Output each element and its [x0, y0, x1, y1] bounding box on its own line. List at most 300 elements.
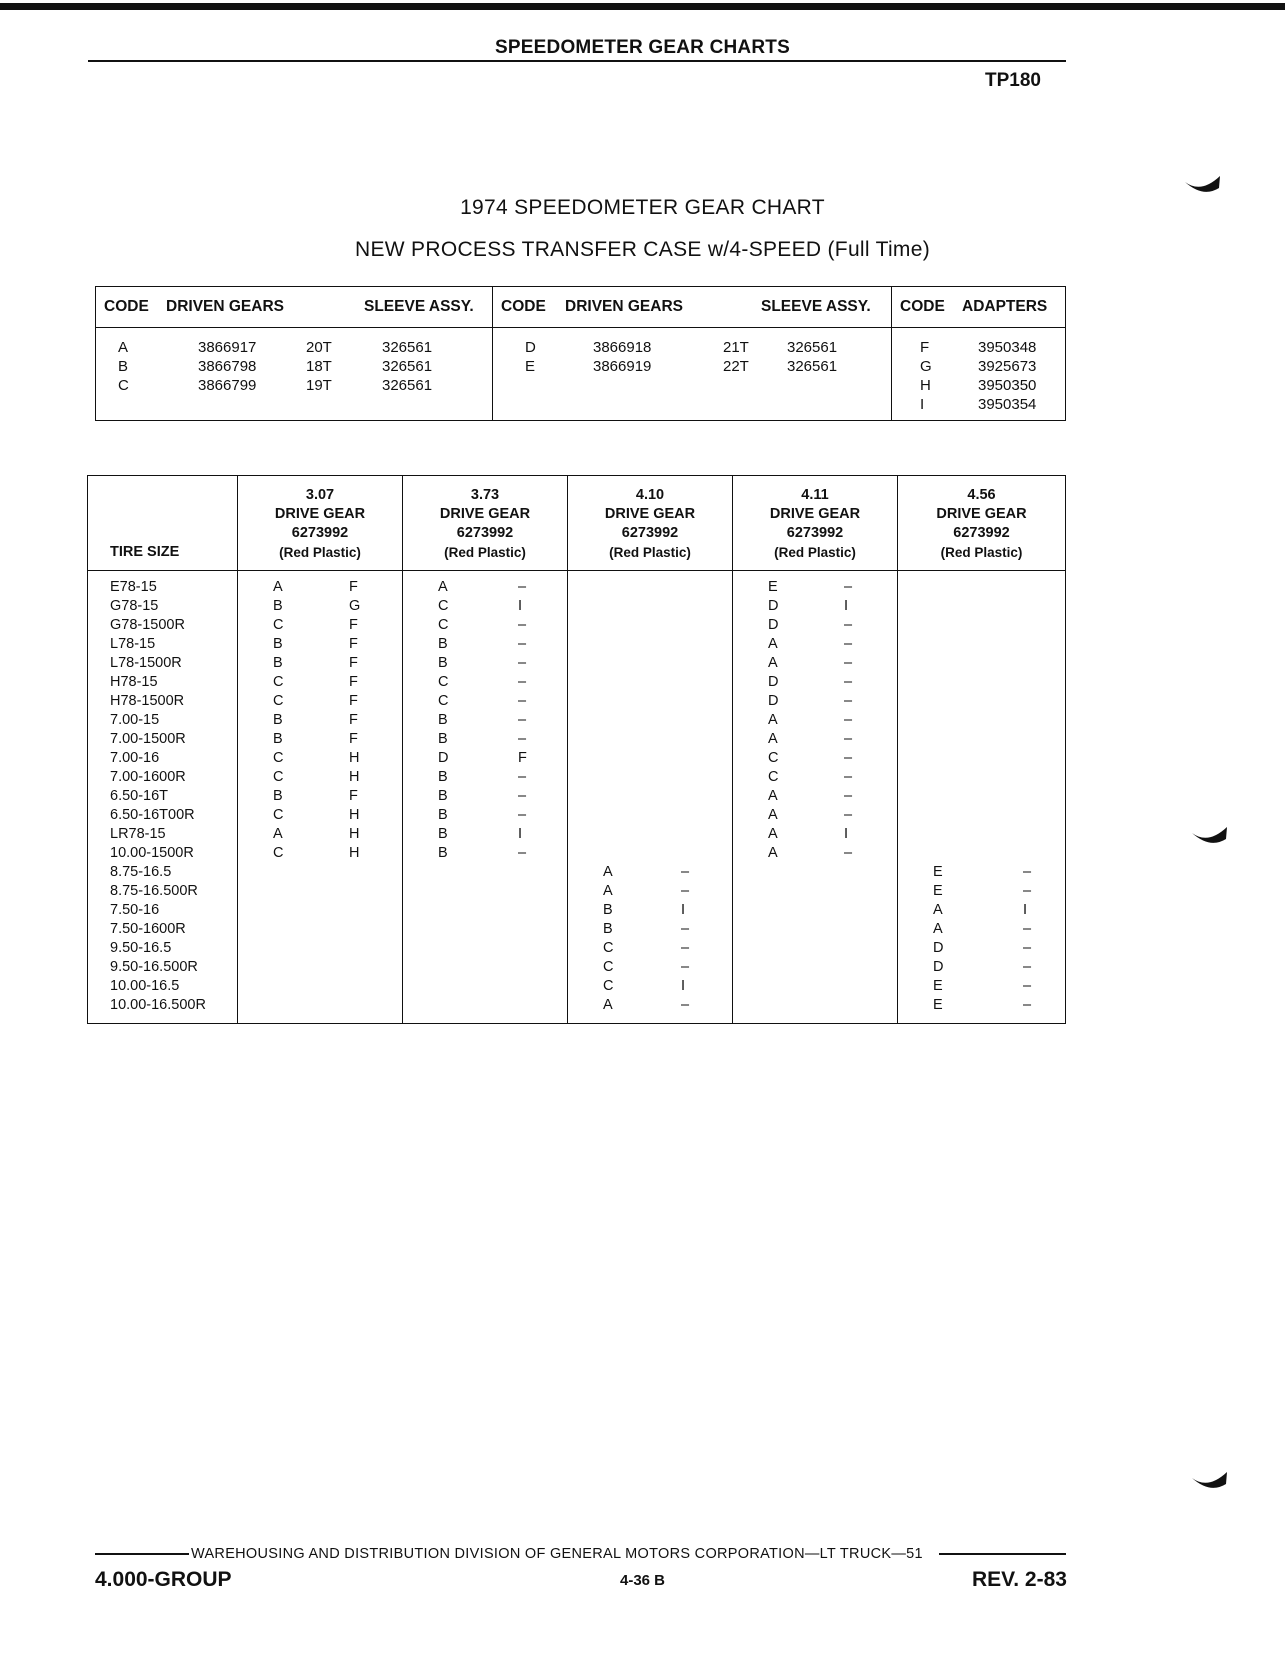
adapter-code: –	[518, 769, 527, 785]
chart-title: 1974 SPEEDOMETER GEAR CHART	[460, 196, 825, 219]
group2-header	[493, 287, 892, 328]
column-header-label: DRIVE GEAR	[769, 506, 861, 522]
drive-gear-code: A	[933, 921, 943, 937]
gear-part-number: 3866919	[593, 358, 652, 375]
drive-gear-code: C	[438, 693, 449, 709]
tire-table-body-row	[88, 571, 1066, 1024]
drive-gear-code: B	[438, 712, 448, 728]
group2-cell	[493, 328, 892, 421]
footer-rule-left	[95, 1553, 189, 1555]
group1-list	[96, 328, 492, 401]
drive-gear-code: E	[933, 864, 943, 880]
drive-gear-code: B	[438, 731, 448, 747]
gear-code-row	[238, 673, 402, 692]
tire-size-item: G78-1500R	[110, 617, 185, 633]
gear-teeth: 18T	[306, 358, 332, 375]
adapter-code: –	[681, 921, 690, 937]
tire-size-item: 9.50-16.5	[110, 940, 172, 956]
adapter-code: –	[844, 788, 853, 804]
driven-gears-header: DRIVEN GEARS	[565, 298, 683, 315]
adapter-part-number: 3950354	[978, 396, 1037, 413]
tire-size-item: E78-15	[110, 579, 157, 595]
gear-part-number: 3866918	[593, 339, 652, 356]
gear-teeth: 21T	[723, 339, 749, 356]
gear-code-row	[733, 730, 897, 749]
driven-gears-header: DRIVEN GEARS	[166, 298, 284, 315]
adapter-code: F	[349, 579, 358, 595]
ratio-3-07-values	[238, 571, 403, 1024]
ratio-4-10-header	[568, 476, 733, 571]
gear-code-row	[733, 673, 897, 692]
adapter-code: I	[518, 826, 523, 842]
gear-code: A	[118, 339, 129, 356]
ratio-4-11-values	[733, 571, 898, 1024]
drive-gear-code: B	[603, 921, 613, 937]
drive-gear-code: D	[933, 959, 944, 975]
adapter-row	[892, 338, 1065, 357]
gear-row	[96, 376, 492, 395]
sleeve-part-number: 326561	[382, 377, 433, 394]
adapter-code: I	[844, 598, 849, 614]
adapter-part-number: 3950348	[978, 339, 1037, 356]
column-header-ratio: 4.10	[635, 487, 665, 503]
column-spacer	[568, 578, 732, 863]
gear-part-number: 3866799	[198, 377, 257, 394]
adapter-code: –	[844, 712, 853, 728]
drive-gear-code: C	[273, 750, 284, 766]
code-header: CODE	[900, 298, 945, 315]
column-header-label: DRIVE GEAR	[604, 506, 696, 522]
gear-row	[96, 357, 492, 376]
gear-teeth: 22T	[723, 358, 749, 375]
tire-size-item: L78-15	[110, 636, 156, 652]
drive-gear-code: B	[438, 826, 448, 842]
adapter-code: F	[518, 750, 527, 766]
drive-gear-code: A	[603, 997, 613, 1013]
gear-code-row	[403, 768, 567, 787]
document-code: TP180	[985, 70, 1041, 91]
gear-code-row	[238, 578, 402, 597]
adapter-code: I	[518, 598, 523, 614]
drive-gear-code: B	[438, 788, 448, 804]
gear-row	[96, 338, 492, 357]
gear-code-row	[238, 749, 402, 768]
adapter-code: F	[349, 712, 358, 728]
adapter-code: –	[518, 674, 527, 690]
adapter-code: –	[1023, 864, 1032, 880]
gear-code-row	[733, 768, 897, 787]
drive-gear-code: C	[438, 674, 449, 690]
adapter-code: –	[844, 845, 853, 861]
gear-code-row	[403, 597, 567, 616]
gear-code-row	[403, 825, 567, 844]
column-header-ratio: 3.07	[305, 487, 335, 503]
adapter-code: –	[844, 636, 853, 652]
drive-gear-code: E	[933, 997, 943, 1013]
drive-gear-code: C	[768, 750, 779, 766]
group2-list	[493, 328, 891, 382]
gear-code-row	[238, 635, 402, 654]
gear-code-row	[238, 825, 402, 844]
gear-code-row	[403, 749, 567, 768]
drive-gear-code: C	[438, 617, 449, 633]
adapter-code: –	[844, 579, 853, 595]
tire-size-header: TIRE SIZE	[88, 476, 238, 571]
adapter-code: I	[920, 396, 925, 413]
ratio-3-73-values	[403, 571, 568, 1024]
column-header-material: (Red Plastic)	[774, 545, 856, 560]
adapter-part-number: 3925673	[978, 358, 1037, 375]
gear-code-row	[898, 939, 1065, 958]
column-header-part: 6273992	[456, 525, 514, 541]
adapter-code: –	[681, 959, 690, 975]
gear-part-number: 3866917	[198, 339, 257, 356]
driven-gears-table	[95, 286, 1066, 421]
driven-gears-header-row	[96, 287, 1066, 328]
drive-gear-code: E	[933, 978, 943, 994]
column-header-label: DRIVE GEAR	[439, 506, 531, 522]
drive-gear-code: A	[768, 845, 778, 861]
tire-size-list	[88, 571, 238, 1024]
drive-gear-code: C	[273, 693, 284, 709]
adapter-code: –	[1023, 883, 1032, 899]
tire-size-item: 10.00-16.5	[110, 978, 180, 994]
adapter-code: –	[844, 750, 853, 766]
tire-size-item: 7.00-15	[110, 712, 160, 728]
gear-code-row	[568, 901, 732, 920]
adapter-code: F	[349, 617, 358, 633]
sleeve-part-number: 326561	[787, 358, 838, 375]
adapter-code: –	[844, 617, 853, 633]
adapter-code: –	[844, 674, 853, 690]
drive-gear-code: D	[768, 693, 779, 709]
drive-gear-code: A	[603, 864, 613, 880]
gear-code-row	[403, 578, 567, 597]
adapter-code: –	[1023, 940, 1032, 956]
sleeve-assy-header: SLEEVE ASSY.	[364, 298, 474, 315]
gear-code-row	[403, 654, 567, 673]
column-header-part: 6273992	[291, 525, 349, 541]
gear-code-row	[238, 654, 402, 673]
gear-code: B	[118, 358, 129, 375]
top-edge-bar	[0, 3, 1285, 10]
gear-teeth: 19T	[306, 377, 332, 394]
adapter-code: H	[349, 845, 360, 861]
drive-gear-code: A	[603, 883, 613, 899]
gear-code-row	[733, 597, 897, 616]
gear-code-row	[733, 749, 897, 768]
adapter-code: I	[681, 902, 686, 918]
adapter-code: –	[1023, 978, 1032, 994]
gear-code-row	[898, 977, 1065, 996]
sleeve-part-number: 326561	[382, 339, 433, 356]
footer-division-line	[95, 1546, 1066, 1562]
column-header-label: DRIVE GEAR	[274, 506, 366, 522]
adapter-code: –	[518, 579, 527, 595]
gear-code-row	[238, 787, 402, 806]
adapters-list	[892, 328, 1065, 420]
adapter-code: –	[681, 864, 690, 880]
gear-code-row	[568, 996, 732, 1015]
group1-header	[96, 287, 493, 328]
drive-gear-code: B	[273, 731, 283, 747]
gear-code-row	[568, 920, 732, 939]
gear-code-row	[568, 977, 732, 996]
adapter-code: –	[518, 712, 527, 728]
gear-code-row	[898, 901, 1065, 920]
gear-code-row	[733, 787, 897, 806]
adapter-code: F	[349, 674, 358, 690]
ratio-4-10-values	[568, 571, 733, 1024]
drive-gear-code: C	[603, 959, 614, 975]
gear-code-row	[733, 654, 897, 673]
tire-size-item: 6.50-16T	[110, 788, 169, 804]
column-header-ratio: 4.11	[801, 487, 829, 503]
gear-code-row	[733, 616, 897, 635]
sleeve-assy-header: SLEEVE ASSY.	[761, 298, 871, 315]
adapter-code: –	[681, 997, 690, 1013]
gear-code-row	[238, 768, 402, 787]
gear-code-row	[238, 730, 402, 749]
adapter-code: I	[844, 826, 849, 842]
footer-revision: REV. 2-83	[972, 1568, 1067, 1591]
drive-gear-code: A	[438, 579, 448, 595]
adapter-code: H	[920, 377, 931, 394]
gear-code-row	[898, 882, 1065, 901]
adapter-code: H	[349, 826, 360, 842]
gear-code-row	[898, 920, 1065, 939]
drive-gear-code: B	[438, 636, 448, 652]
drive-gear-code: B	[273, 655, 283, 671]
gear-row	[493, 357, 891, 376]
drive-gear-code: C	[273, 845, 284, 861]
driven-gears-body-row	[96, 328, 1066, 421]
gear-code-row	[733, 806, 897, 825]
footer-rule-right	[939, 1553, 1066, 1555]
drive-gear-code: D	[768, 598, 779, 614]
gear-code-row	[238, 616, 402, 635]
adapter-code: –	[518, 807, 527, 823]
gear-code: E	[525, 358, 536, 375]
footer-page-number: 4-36 B	[619, 1572, 666, 1589]
adapter-code: G	[349, 598, 361, 614]
gear-code-row	[568, 863, 732, 882]
gear-code-row	[403, 692, 567, 711]
code-header: CODE	[104, 298, 149, 315]
adapter-code: –	[1023, 997, 1032, 1013]
drive-gear-code: A	[768, 788, 778, 804]
adapter-code: –	[844, 731, 853, 747]
tire-size-item: 7.50-16	[110, 902, 160, 918]
adapter-part-number: 3950350	[978, 377, 1037, 394]
drive-gear-code: A	[768, 826, 778, 842]
ratio-4-56-header	[898, 476, 1066, 571]
adapter-code: I	[1023, 902, 1028, 918]
gear-code-row	[403, 787, 567, 806]
column-header-material: (Red Plastic)	[279, 545, 361, 560]
tire-size-item: 6.50-16T00R	[110, 807, 195, 823]
drive-gear-code: B	[603, 902, 613, 918]
drive-gear-code: D	[768, 674, 779, 690]
drive-gear-code: C	[273, 674, 284, 690]
adapter-code: F	[349, 788, 358, 804]
adapter-code: –	[518, 693, 527, 709]
column-header-material: (Red Plastic)	[609, 545, 691, 560]
drive-gear-code: C	[273, 807, 284, 823]
gear-code-row	[238, 711, 402, 730]
column-header-label: DRIVE GEAR	[936, 506, 1027, 522]
tire-size-table	[87, 475, 1066, 1024]
adapter-row	[892, 357, 1065, 376]
ratio-3-07-header	[238, 476, 403, 571]
sleeve-part-number: 326561	[382, 358, 433, 375]
tire-size-item: 7.00-16	[110, 750, 160, 766]
ratio-4-56-values	[898, 571, 1066, 1024]
gear-code-row	[238, 597, 402, 616]
chart-subtitle: NEW PROCESS TRANSFER CASE w/4-SPEED (Full Time)	[355, 238, 930, 261]
drive-gear-code: C	[603, 940, 614, 956]
gear-code-row	[898, 958, 1065, 977]
adapter-code: H	[349, 807, 360, 823]
binder-hole-icon	[1183, 174, 1223, 196]
column-header-material: (Red Plastic)	[940, 545, 1023, 560]
adapter-code: I	[681, 978, 686, 994]
gear-code-row	[403, 844, 567, 863]
drive-gear-code: C	[768, 769, 779, 785]
drive-gear-code: A	[768, 636, 778, 652]
gear-code-row	[733, 844, 897, 863]
tire-size-item: 10.00-16.500R	[110, 997, 206, 1013]
adapter-code: –	[1023, 921, 1032, 937]
tire-size-item: L78-1500R	[110, 655, 182, 671]
gear-code: C	[118, 377, 129, 394]
drive-gear-code: C	[273, 769, 284, 785]
adapter-row	[892, 376, 1065, 395]
tire-size-item: 7.00-1500R	[110, 731, 186, 747]
gear-code-row	[898, 996, 1065, 1015]
gear-row	[493, 338, 891, 357]
tire-size-item: 7.50-1600R	[110, 921, 186, 937]
sleeve-part-number: 326561	[787, 339, 838, 356]
gear-code-row	[403, 673, 567, 692]
drive-gear-code: C	[438, 598, 449, 614]
tire-size-item: LR78-15	[110, 826, 166, 842]
footer-group: 4.000-GROUP	[95, 1568, 232, 1591]
adapter-code: F	[349, 636, 358, 652]
adapter-code: G	[920, 358, 932, 375]
drive-gear-code: A	[273, 579, 283, 595]
adapter-code: F	[349, 731, 358, 747]
gear-teeth: 20T	[306, 339, 332, 356]
adapters-header-label: ADAPTERS	[962, 298, 1048, 315]
gear-part-number: 3866798	[198, 358, 257, 375]
header-rule	[88, 60, 1066, 62]
gear-code-row	[403, 635, 567, 654]
gear-code: D	[525, 339, 536, 356]
gear-code-row	[403, 711, 567, 730]
drive-gear-code: A	[768, 731, 778, 747]
group1-cell	[96, 328, 493, 421]
column-header-ratio: 3.73	[470, 487, 500, 503]
adapter-code: –	[844, 655, 853, 671]
gear-code-row	[568, 882, 732, 901]
tire-table-header-row	[88, 476, 1066, 571]
drive-gear-code: B	[273, 712, 283, 728]
ratio-4-11-header	[733, 476, 898, 571]
drive-gear-code: B	[273, 636, 283, 652]
gear-code-row	[898, 863, 1065, 882]
tire-size-item: 8.75-16.5	[110, 864, 172, 880]
ratio-3-73-header	[403, 476, 568, 571]
adapter-code: H	[349, 750, 360, 766]
adapter-code: –	[681, 883, 690, 899]
drive-gear-code: B	[273, 788, 283, 804]
adapter-code: –	[518, 617, 527, 633]
column-header-ratio: 4.56	[967, 487, 996, 503]
drive-gear-code: E	[933, 883, 943, 899]
tire-size-item: 9.50-16.500R	[110, 959, 198, 975]
tire-size-item: 7.00-1600R	[110, 769, 186, 785]
drive-gear-code: D	[933, 940, 944, 956]
adapter-code: –	[518, 788, 527, 804]
adapter-code: –	[518, 636, 527, 652]
gear-code-row	[733, 692, 897, 711]
adapter-code: –	[681, 940, 690, 956]
adapter-code: –	[518, 655, 527, 671]
adapter-code: –	[844, 769, 853, 785]
gear-code-row	[733, 825, 897, 844]
tire-size-item: 8.75-16.500R	[110, 883, 198, 899]
adapter-code: F	[920, 339, 930, 356]
column-header-part: 6273992	[621, 525, 679, 541]
gear-code-row	[403, 806, 567, 825]
adapter-code: –	[518, 731, 527, 747]
tire-size-item: G78-15	[110, 598, 159, 614]
binder-hole-icon	[1190, 825, 1230, 847]
gear-code-row	[403, 730, 567, 749]
drive-gear-code: A	[768, 655, 778, 671]
drive-gear-code: A	[933, 902, 943, 918]
footer-division-text: WAREHOUSING AND DISTRIBUTION DIVISION OF GENERAL MOTORS CORPORATION—LT TRUCK—51	[191, 1546, 923, 1562]
gear-code-row	[733, 578, 897, 597]
tire-size-item: 10.00-1500R	[110, 845, 194, 861]
adapter-code: –	[844, 807, 853, 823]
tire-size-item: H78-15	[110, 674, 158, 690]
adapter-code: –	[1023, 959, 1032, 975]
gear-code-row	[238, 844, 402, 863]
drive-gear-code: B	[273, 598, 283, 614]
column-header-part: 6273992	[953, 525, 1010, 541]
drive-gear-code: D	[438, 750, 449, 766]
adapter-code: H	[349, 769, 360, 785]
gear-code-row	[568, 939, 732, 958]
column-header-material: (Red Plastic)	[444, 545, 526, 560]
drive-gear-code: B	[438, 845, 448, 861]
drive-gear-code: B	[438, 655, 448, 671]
gear-code-row	[403, 616, 567, 635]
adapters-cell	[892, 328, 1066, 421]
drive-gear-code: E	[768, 579, 778, 595]
adapter-code: –	[518, 845, 527, 861]
adapter-code: F	[349, 655, 358, 671]
gear-code-row	[568, 958, 732, 977]
code-header: CODE	[501, 298, 546, 315]
drive-gear-code: C	[603, 978, 614, 994]
column-header-part: 6273992	[786, 525, 844, 541]
drive-gear-code: B	[438, 807, 448, 823]
adapter-code: –	[844, 693, 853, 709]
drive-gear-code: B	[438, 769, 448, 785]
